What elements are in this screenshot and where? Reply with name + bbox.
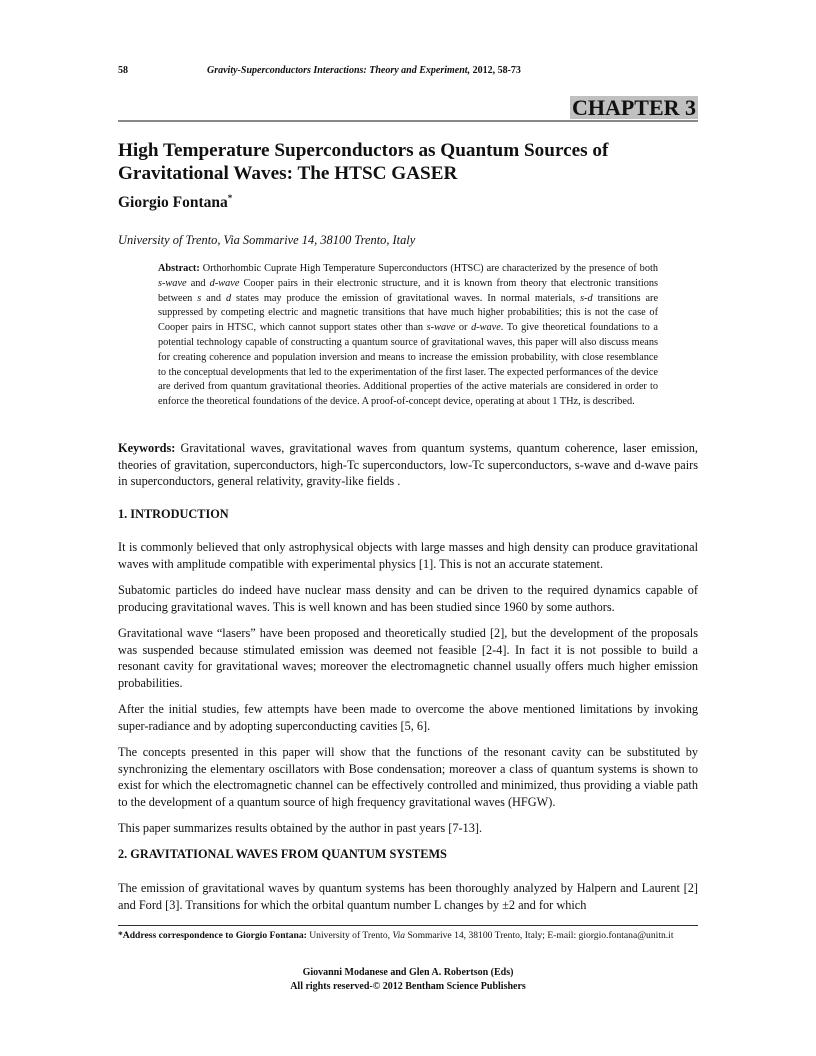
paper-title: High Temperature Superconductors as Quantum Sources of Gravitational Waves: The HTSC GASER: [118, 140, 609, 184]
page-number: 58: [118, 65, 128, 76]
abstract-term: s-wave: [158, 277, 187, 289]
abstract-text: and: [186, 277, 210, 289]
keywords-text: Gravitational waves, gravitational waves from quantum systems, quantum coherence, laser emission, theories of gravitation, superconductors, high-Tc superconductors, low-Tc superconductors, s-wave and d-wave pairs in superconductors, general relativity, gravity-like fields .: [118, 441, 698, 488]
journal-title: Gravity-Superconductors Interactions: Theory and Experiment,: [207, 65, 471, 76]
journal-citation: [207, 65, 521, 76]
paragraph: The concepts presented in this paper will show that the functions of the resonant cavity can be substituted by synchronizing the elementary oscillators with Bose condensation; moreover a class of quantum systems is shown to exist for which the electromagnetic channel can be effectively controlled and minimized, thus providing a viable path to the development of a quantum source of high frequency gravitational waves (HFGW).: [118, 745, 698, 809]
abstract-text: states may produce the emission of gravitational waves. In normal materials,: [231, 292, 581, 304]
author-footnote-mark[interactable]: *: [227, 193, 233, 203]
copyright: All rights reserved-© 2012 Bentham Science Publishers: [290, 980, 526, 992]
publisher-info: [118, 966, 698, 993]
keywords: [118, 440, 698, 490]
section-heading-introduction: 1. INTRODUCTION: [118, 507, 229, 521]
paragraph: It is commonly believed that only astrophysical objects with large masses and high density can produce gravitational waves with amplitude compatible with experimental physics [1]. This is not an accurate statement.: [118, 540, 698, 571]
footnote-italic: Via: [392, 930, 406, 941]
footnote-rule: [118, 925, 698, 926]
abstract-term: s-d: [580, 292, 593, 304]
chapter-label: CHAPTER 3: [571, 95, 696, 120]
paragraph: This paper summarizes results obtained by the author in past years [7-13].: [118, 821, 483, 835]
paragraph: The emission of gravitational waves by quantum systems has been thoroughly analyzed by Halpern and Laurent [2] and Ford [3]. Transitions for which the orbital quantum number L changes by ±2 and for which: [118, 881, 698, 912]
abstract-text: . To give theoretical foundations to a potential technology capable of constructing a quantum source of gravitational waves, this paper will also discuss means for creating coherence and population inversion and means to increase the emission probability, with close resemblance to the conceptual developments that led to the experimentation of the first laser. The expected performances of the device are derived from quantum gravitational theories. Additional properties of the active materials are considered in order to enforce the theoretical foundations of the device. A proof-of-concept device, operating at about 1 THz, is described.: [158, 322, 658, 408]
abstract-term: d-wave: [209, 277, 240, 289]
abstract-text: transitions are suppressed by competing electric and magnetic transitions that have much higher probabilities; this is not the case of Cooper pairs in HTSC, which cannot support states other than: [158, 292, 659, 334]
keywords-label: Keywords:: [118, 441, 176, 455]
abstract-text: Cooper pairs in their electronic structure, and it is known from theory that electronic transitions between: [158, 277, 659, 304]
footnote-text: Sommarive 14, 38100 Trento, Italy; E-mail: giorgio.fontana@unitn.it: [405, 930, 674, 941]
abstract: [158, 262, 658, 410]
affiliation: University of Trento, Via Sommarive 14, 38100 Trento, Italy: [118, 233, 416, 247]
header-rule: [118, 120, 698, 122]
abstract-text: Orthorhombic Cuprate High Temperature Superconductors (HTSC) are characterized by the presence of both: [199, 263, 658, 274]
footnote-label: *Address correspondence to Giorgio Fontana:: [118, 930, 307, 941]
author-name: Giorgio Fontana: [118, 194, 228, 212]
section-heading-gravitational-waves: 2. GRAVITATIONAL WAVES FROM QUANTUM SYSTEMS: [118, 847, 447, 861]
paragraph: After the initial studies, few attempts have been made to overcome the above mentioned limitations by invoking super-radiance and by adopting superconducting cavities [5, 6].: [118, 702, 698, 733]
journal-year-pages: 2012, 58-73: [470, 65, 521, 76]
paragraph: Gravitational wave “lasers” have been proposed and theoretically studied [2], but the development of the proposals was suspended because stimulated emission was deemed not feasible [2-4]. In fact it is not possible to build a resonant cavity for gravitational waves; moreover the electromagnetic channel usually offers much higher emission probabilities.: [118, 626, 698, 690]
footnote-text: University of Trento,: [306, 930, 393, 941]
editors: Giovanni Modanese and Glen A. Robertson (Eds): [302, 967, 514, 978]
abstract-term: d-wave: [471, 322, 501, 334]
abstract-term: s-wave: [426, 322, 456, 334]
paragraph: Subatomic particles do indeed have nuclear mass density and can be driven to the required dynamics capable of producing gravitational waves. This is well known and has been studied since 1960 by some authors.: [118, 583, 698, 614]
footnote: [118, 929, 698, 943]
abstract-term: d: [225, 292, 232, 304]
abstract-label: Abstract:: [158, 263, 200, 274]
abstract-text: and: [201, 292, 226, 304]
abstract-text: or: [455, 322, 472, 334]
author: [118, 193, 232, 212]
abstract-term: s: [197, 292, 202, 304]
